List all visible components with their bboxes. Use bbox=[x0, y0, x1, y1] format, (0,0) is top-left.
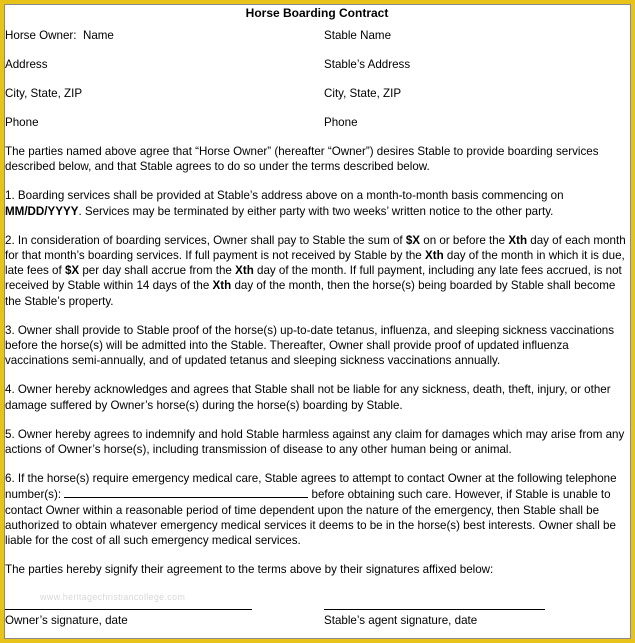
stable-name-label: Stable Name bbox=[324, 29, 392, 42]
due-day-placeholder: Xth bbox=[508, 233, 528, 247]
clause-1 bbox=[5, 188, 629, 218]
stable-signature-line[interactable] bbox=[324, 609, 545, 610]
clause-2-text-e: per day shall accrue from the bbox=[79, 264, 236, 278]
accrue-day-placeholder: Xth bbox=[235, 264, 254, 278]
amount-placeholder: $X bbox=[405, 233, 421, 247]
owner-name-label: Horse Owner: Name bbox=[5, 29, 114, 42]
clause-2-text-c: day of each month for that month’s boarding services. If full payment is not received by Stable by the bbox=[5, 233, 626, 263]
signature-lines bbox=[5, 609, 629, 611]
clause-1-text-a: 1. Boarding services shall be provided at Stable’s address above on a month-to-month basis commencing on bbox=[5, 189, 564, 203]
clause-6 bbox=[5, 471, 629, 548]
closing-paragraph: The parties hereby signify their agreement to the terms above by their signatures affixed below: bbox=[5, 563, 494, 577]
header-row-city bbox=[5, 86, 629, 101]
document-title: Horse Boarding Contract bbox=[245, 6, 389, 20]
clause-2-text-a: 2. In consideration of boarding services, Owner shall pay to Stable the sum of bbox=[5, 233, 406, 247]
clause-2-text-d: day of the month in which it is due, late fees of bbox=[5, 249, 625, 278]
stable-city-label: City, State, ZIP bbox=[324, 87, 402, 100]
clause-6-text-b: before obtaining such care. However, if Stable is unable to contact Owner within a reasonable period of time dependent upon the nature of the emergency, then Stable shall be authorized to obtain whatever emergency medical services it deems to be in the horse(s) best interests. Owner shall be liable for the cost of all such emergency medical services. bbox=[5, 488, 616, 548]
owner-phone-label: Phone bbox=[5, 116, 39, 129]
contract-body bbox=[5, 6, 629, 591]
late-fee-placeholder: $X bbox=[64, 264, 80, 278]
intro-paragraph: The parties named above agree that “Horse Owner” (hereafter “Owner”) desires Stable to provide boarding services described below, and that Stable agrees to do so under the terms described below. bbox=[5, 145, 599, 174]
owner-signature-label: Owner’s signature, date bbox=[5, 614, 128, 627]
stable-phone-label: Phone bbox=[324, 116, 358, 129]
clause-2 bbox=[5, 233, 629, 309]
clause-2-text-f: day of the month. If full payment, including any late fees accrued, is not received by Stable within 14 days of the bbox=[5, 264, 622, 293]
clause-2-text-b: on or before the bbox=[420, 233, 509, 247]
phone-number-blank[interactable] bbox=[64, 486, 308, 498]
forfeit-day-placeholder: Xth bbox=[212, 279, 232, 293]
owner-address-label: Address bbox=[5, 58, 48, 71]
clause-3: 3. Owner shall provide to Stable proof of the horse(s) up-to-date tetanus, influenza, and sleeping sickness vaccinations before the horse(s) will be admitted into the Stable. Thereafter, Owner shall provide proof of updated influenza vaccinations semi-annually, and of updated tetanus and sleeping sickness vaccinations annually. bbox=[5, 323, 615, 368]
start-date-placeholder: MM/DD/YYYY bbox=[5, 204, 79, 218]
owner-city-label: City, State, ZIP bbox=[5, 87, 83, 100]
owner-signature-line[interactable] bbox=[5, 609, 252, 610]
stable-address-label: Stable’s Address bbox=[324, 58, 411, 71]
watermark-text: www.heritagechristiancollege.com bbox=[40, 592, 186, 602]
header-row-phone bbox=[5, 115, 629, 130]
header-row-address bbox=[5, 57, 629, 72]
clause-5: 5. Owner hereby agrees to indemnify and hold Stable harmless against any claim for damages which may arise from any actions of Owner’s horse(s), including transmission of disease to any other human being or animal. bbox=[5, 427, 625, 457]
late-day-placeholder: Xth bbox=[424, 249, 444, 263]
stable-signature-label: Stable’s agent signature, date bbox=[324, 614, 478, 627]
clause-2-text-g: day of the month, then the horse(s) being boarded by Stable shall become the Stable’s property. bbox=[5, 279, 616, 308]
header-row-name bbox=[5, 28, 629, 43]
clause-1-text-b: . Services may be terminated by either party with two weeks’ written notice to the other party. bbox=[78, 204, 554, 218]
clause-6-text-a: 6. If the horse(s) require emergency medical care, Stable agrees to attempt to contact Owner at the following telephone number(s): bbox=[5, 472, 617, 502]
clause-4: 4. Owner hereby acknowledges and agrees that Stable shall not be liable for any sickness, death, theft, injury, or other damage suffered by Owner’s horse(s) during the horse(s) boarding by Stable. bbox=[5, 383, 611, 412]
